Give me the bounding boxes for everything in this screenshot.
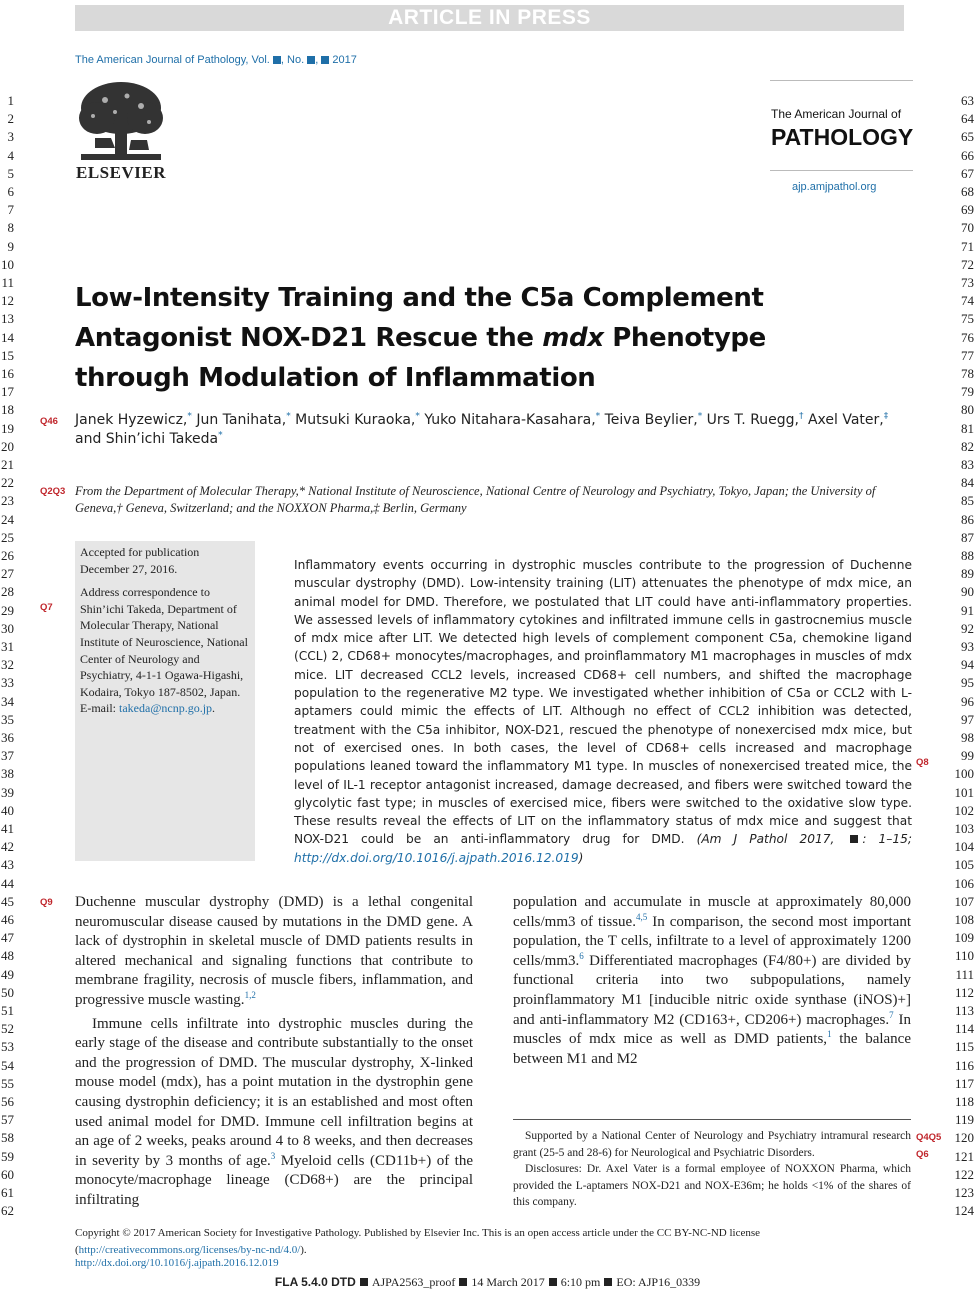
line-number: 24 xyxy=(1,511,14,527)
line-number: 55 xyxy=(1,1075,14,1091)
author: Urs T. Ruegg,† xyxy=(706,411,804,428)
line-number: 38 xyxy=(1,766,14,782)
line-number: 43 xyxy=(1,857,14,873)
line-number: 30 xyxy=(1,620,14,636)
line-number: 101 xyxy=(954,784,974,800)
line-number: 69 xyxy=(961,202,974,218)
line-number: 60 xyxy=(1,1166,14,1182)
build-eo: EO: AJP16_0339 xyxy=(616,1275,701,1289)
build-proof: AJPA2563_proof xyxy=(371,1275,456,1289)
query-mark[interactable]: Q4Q5 xyxy=(916,1132,942,1143)
line-number: 49 xyxy=(1,966,14,982)
title-italic: mdx xyxy=(542,323,604,353)
line-number: 105 xyxy=(954,857,974,873)
line-number: 114 xyxy=(954,1021,974,1037)
line-number: 77 xyxy=(961,347,974,363)
line-number: 98 xyxy=(961,730,974,745)
line-number: 67 xyxy=(961,165,974,181)
line-number: 85 xyxy=(961,493,974,509)
author: Yuko Nitahara-Kasahara,* xyxy=(424,411,601,428)
journal-name-line1: The American Journal of xyxy=(771,107,902,121)
line-number: 63 xyxy=(961,93,974,108)
query-mark[interactable]: Q9 xyxy=(40,897,53,908)
line-number: 89 xyxy=(961,566,974,582)
placeholder-square-icon xyxy=(273,56,281,64)
line-number: 47 xyxy=(1,930,14,946)
author: Janek Hyzewicz,* xyxy=(75,411,192,428)
placeholder-square-icon xyxy=(850,835,858,843)
footnotes xyxy=(513,1128,911,1211)
funding-note: Supported by a National Center of Neurology and Psychiatry intramural research grant (25-5 and 28-6) for Neurological and Psychiatric Disorders. xyxy=(513,1130,911,1159)
line-number: 54 xyxy=(1,1057,14,1073)
line-number: 20 xyxy=(1,438,14,454)
line-number: 51 xyxy=(1,1003,14,1018)
placeholder-square-icon xyxy=(307,56,315,64)
line-number: 61 xyxy=(1,1185,14,1200)
journal-divider xyxy=(770,170,913,171)
line-number: 42 xyxy=(1,839,14,855)
abstract-text: Inflammatory events occurring in dystrophic muscles contribute to the progression of Duchenne muscular dystrophy (DMD). Low-intensity training (LIT) attenuates the phenotype of mdx mice, an animal model for DMD. Therefore, we postulated that LIT could have anti-inflammatory properties. We assessed levels of inflammatory cytokines and infiltrated immune cells in gastrocnemius muscle of mdx mice after LIT. We detected high levels of complement component C5a, chemokine ligand (CCL) 2, CD68+ monocytes/macrophages, and proinflammatory M1 macrophages in muscles of mdx mice. LIT decreased CCL2 levels, increased CD68+ cell numbers, and shifted the macrophage population to the regenerative M2 type. We investigated whether inhibition of C5a or CCL2 with L-aptamers could mimic the effects of LIT. Although no effect of CCL2 inhibition was detected, treatment with the C5a inhibitor, NOX-D21, rescued the phenotype of nonexercised mdx mice, but not of exercised ones. In both cases, the level of CD68+ cells increased and macrophage populations leaned toward the inflammatory M1 type. In muscles of nonexercised treated mice, the level of IL-1 receptor antagonist increased, damage decreased, and fibers were switched toward the glycolytic fast type; in muscles of exercised mice, fibers were switched to the oxidative slow type. These results reveal the effects of LIT on the inflammatory status of mdx mice and suggest that NOX-D21 could be an anti-inflammatory drug for DMD. xyxy=(294,558,912,847)
accepted-date: Accepted for publication December 27, 2016. xyxy=(80,545,200,576)
journal-citation: The American Journal of Pathology, Vol. , No. , 2017 xyxy=(75,54,357,66)
line-number: 18 xyxy=(1,402,14,418)
line-number: 111 xyxy=(955,966,974,982)
author: Axel Vater,‡ xyxy=(807,411,889,428)
line-number: 33 xyxy=(1,675,14,691)
license-link[interactable]: http://creativecommons.org/licenses/by-nc-nd/4.0/ xyxy=(78,1243,301,1256)
citation-journal: The American Journal of Pathology, Vol. xyxy=(75,54,270,66)
journal-name-line2: PATHOLOGY xyxy=(771,124,914,150)
line-number: 103 xyxy=(954,821,974,836)
line-number: 87 xyxy=(961,529,974,545)
abstract-citation: (Am J Pathol 2017, : 1–15; http://dx.doi.org/10.1016/j.ajpath.2016.12.019) xyxy=(294,832,912,865)
line-number: 11 xyxy=(1,275,14,290)
line-number: 58 xyxy=(1,1130,14,1146)
line-number: 68 xyxy=(961,184,974,199)
line-number: 117 xyxy=(954,1075,974,1091)
body-column-left xyxy=(75,893,473,1211)
article-title xyxy=(75,278,795,398)
line-number: 81 xyxy=(961,420,974,436)
author: and Shin’ichi Takeda* xyxy=(75,430,223,447)
line-number: 120 xyxy=(954,1130,974,1146)
line-number: 48 xyxy=(1,948,14,964)
publisher-name: ELSEVIER xyxy=(76,163,166,182)
journal-url-link[interactable]: ajp.amjpathol.org xyxy=(792,181,877,193)
line-number: 9 xyxy=(7,238,14,254)
footnote-divider xyxy=(513,1119,911,1120)
line-number: 96 xyxy=(961,693,974,709)
line-number: 106 xyxy=(954,875,974,891)
line-number: 91 xyxy=(961,602,974,618)
line-number: 45 xyxy=(1,893,14,909)
copyright-notice: Copyright © 2017 American Society for Investigative Pathology. Published by Elsevier Inc. This is an open access article under the CC BY-NC-ND license (http://creativecommons.org/licenses/by-nc-nd/4.0/). xyxy=(75,1227,761,1256)
line-number: 113 xyxy=(954,1003,974,1018)
line-number: 32 xyxy=(1,657,14,673)
proof-build-info xyxy=(0,1275,975,1290)
line-number: 116 xyxy=(954,1057,974,1073)
line-number: 88 xyxy=(961,548,974,563)
email-link[interactable]: takeda@ncnp.go.jp xyxy=(119,701,213,716)
line-number: 100 xyxy=(954,766,974,782)
line-number: 93 xyxy=(961,639,974,654)
line-number: 6 xyxy=(7,184,14,199)
line-number: 70 xyxy=(961,220,974,236)
disclosure-note: Disclosures: Dr. Axel Vater is a formal employee of NOXXON Pharma, which provided the L-aptamers NOX-D21 and NOX-E36m; he holds <1% of the shares of this company. xyxy=(513,1163,911,1208)
line-number: 13 xyxy=(1,311,14,327)
author: Teiva Beylier,* xyxy=(604,411,703,428)
citation-no: , No. xyxy=(280,54,305,66)
line-number: 10 xyxy=(1,256,14,272)
line-number: 78 xyxy=(961,366,974,381)
line-number: 80 xyxy=(961,402,974,418)
line-number: 66 xyxy=(961,147,974,163)
line-number: 71 xyxy=(961,238,974,254)
line-number: 19 xyxy=(1,420,14,436)
line-number: 52 xyxy=(1,1021,14,1037)
line-number: 102 xyxy=(954,802,974,818)
line-number: 124 xyxy=(954,1203,974,1219)
line-number: 39 xyxy=(1,784,14,800)
line-number: 44 xyxy=(1,875,14,891)
line-number: 1 xyxy=(7,93,14,108)
line-number: 40 xyxy=(1,802,14,818)
line-number: 15 xyxy=(1,347,14,363)
line-number: 83 xyxy=(961,457,974,472)
query-mark[interactable]: Q7 xyxy=(40,602,53,613)
line-number: 82 xyxy=(961,438,974,454)
line-number: 112 xyxy=(954,984,974,1000)
line-number: 46 xyxy=(1,912,14,927)
line-number: 72 xyxy=(961,256,974,272)
line-number: 108 xyxy=(954,912,974,927)
line-number: 99 xyxy=(961,748,974,764)
line-number: 23 xyxy=(1,493,14,509)
line-number: 56 xyxy=(1,1094,14,1109)
line-number: 28 xyxy=(1,584,14,600)
line-number: 7 xyxy=(7,202,14,218)
line-number: 37 xyxy=(1,748,14,764)
abstract xyxy=(294,556,912,867)
body-paragraph: Duchenne muscular dystrophy (DMD) is a lethal congenital neuromuscular disease caused by mutations in the DMD gene. A lack of dystrophin in skeletal muscle of DMD patients results in altered mechanical and signaling functions that contribute to membrane fragility, necrosis of muscle fibers, inflammation, and progressive muscle wasting.$^{1,2}$ xyxy=(75,894,473,1008)
line-number: 21 xyxy=(1,457,14,472)
doi-footer-link[interactable]: http://dx.doi.org/10.1016/j.ajpath.2016.12.019 xyxy=(75,1257,279,1269)
line-number: 109 xyxy=(954,930,974,946)
line-number: 121 xyxy=(954,1148,974,1164)
line-number: 4 xyxy=(7,147,14,163)
line-number: 110 xyxy=(954,948,974,964)
line-number: 14 xyxy=(1,329,14,345)
affiliations: From the Department of Molecular Therapy,* National Institute of Neuroscience, National Centre of Neurology and Psychiatry, Tokyo, Japan; the University of Geneva,† Geneva, Switzerland; and the NOXXON Pharma,‡ Berlin, Germany xyxy=(75,484,876,515)
citation-year: 2017 xyxy=(332,54,357,66)
title-part: Phenotype through Modulation of Inflammation xyxy=(75,323,766,393)
line-number: 94 xyxy=(961,657,974,673)
line-number: 115 xyxy=(954,1039,974,1055)
query-mark[interactable]: Q8 xyxy=(916,757,929,768)
query-mark[interactable]: Q46 xyxy=(40,416,58,427)
line-number: 122 xyxy=(954,1166,974,1182)
line-number: 65 xyxy=(961,129,974,145)
line-number: 5 xyxy=(7,165,14,181)
line-number: 17 xyxy=(1,384,14,400)
line-number: 29 xyxy=(1,602,14,618)
author: Jun Tanihata,* xyxy=(196,411,291,428)
line-number: 75 xyxy=(961,311,974,327)
address-correspondence: Address correspondence to Shin’ichi Takeda, Department of Molecular Therapy, National Institute of Neuroscience, National Center of Neurology and Psychiatry, 4-1-1 Ogawa-Higashi, Kodaira, Tokyo 187-8502, Japan. E-mail: takeda@ncnp.go.jp. xyxy=(80,585,248,716)
body-column-right: population and accumulate in muscle at approximately 80,000 cells/mm3 of tissue.$^{4,5}$ In comparison, the second most important population, the T cells, infiltrate to a level of approximately 1200 cells/mm3.$^6$ Differentiated macrophages (F4/80+) are divided by functional criteria into two subpopulations, namely proinflammatory M1 [inducible nitric oxide synthase (iNOS)+] and anti-inflammatory M2 (CD163+, CD206+) macrophages.$^7$ In muscles of mdx mice as well as DMD patients,$^1$ the balance between M1 and M2 xyxy=(513,894,912,1067)
line-number: 123 xyxy=(954,1185,974,1200)
body-paragraph: Immune cells infiltrate into dystrophic muscles during the early stage of the disease and contribute substantially to the onset and the progression of DMD. The muscular dystrophy, X-linked mouse model (mdx), has a point mutation in the dystrophin gene causing dystrophin deficiency; it is an established and most often used animal model for DMD. Immune cell infiltration begins at an age of 2 weeks, peaks around 4 to 8 weeks, and then decreases in severity by 3 months of age.$^3$ Myeloid cells (CD11b+) of the monocyte/macrophage lineage (CD68+) are the principal infiltrating xyxy=(75,1015,473,1208)
line-number: 31 xyxy=(1,639,14,654)
line-number: 36 xyxy=(1,730,14,745)
line-number: 73 xyxy=(961,275,974,290)
line-number: 34 xyxy=(1,693,14,709)
line-number: 27 xyxy=(1,566,14,582)
line-number: 12 xyxy=(1,293,14,309)
line-number: 118 xyxy=(954,1094,974,1109)
line-number: 86 xyxy=(961,511,974,527)
line-number: 97 xyxy=(961,711,974,727)
line-number: 22 xyxy=(1,475,14,491)
placeholder-square-icon xyxy=(321,56,329,64)
line-number: 2 xyxy=(7,111,14,127)
query-mark[interactable]: Q2Q3 xyxy=(40,486,66,497)
line-number: 104 xyxy=(954,839,974,855)
line-number: 76 xyxy=(961,329,974,345)
line-number: 3 xyxy=(7,129,14,145)
title-part: Low-Intensity Training and the C5a Complement Antagonist NOX-D21 Rescue the xyxy=(75,283,764,353)
query-mark[interactable]: Q6 xyxy=(916,1149,929,1160)
correspondence-content xyxy=(80,544,250,724)
line-number: 50 xyxy=(1,984,14,1000)
author: Mutsuki Kuraoka,* xyxy=(295,411,420,428)
doi-link[interactable]: http://dx.doi.org/10.1016/j.ajpath.2016.12.019 xyxy=(294,850,579,865)
line-number: 25 xyxy=(1,529,14,545)
line-number: 16 xyxy=(1,366,14,381)
line-number: 119 xyxy=(954,1112,974,1128)
line-number: 92 xyxy=(961,620,974,636)
line-number: 107 xyxy=(954,893,974,909)
author-list xyxy=(75,411,915,449)
line-number: 8 xyxy=(7,220,14,236)
line-number: 74 xyxy=(961,293,974,309)
line-number: 95 xyxy=(961,675,974,691)
line-number: 26 xyxy=(1,548,14,563)
line-number: 41 xyxy=(1,821,14,836)
line-number: 35 xyxy=(1,711,14,727)
build-date: 14 March 2017 xyxy=(471,1275,545,1289)
line-number: 84 xyxy=(961,475,974,491)
line-number: 79 xyxy=(961,384,974,400)
line-number: 90 xyxy=(961,584,974,600)
line-number: 57 xyxy=(1,1112,14,1128)
article-in-press-banner: ARTICLE IN PRESS xyxy=(75,5,904,31)
build-time: 6:10 pm xyxy=(560,1275,601,1289)
line-number: 59 xyxy=(1,1148,14,1164)
line-number: 64 xyxy=(961,111,974,127)
line-number: 53 xyxy=(1,1039,14,1055)
build-dtd: FLA 5.4.0 DTD xyxy=(274,1275,356,1289)
line-number: 62 xyxy=(1,1203,14,1219)
